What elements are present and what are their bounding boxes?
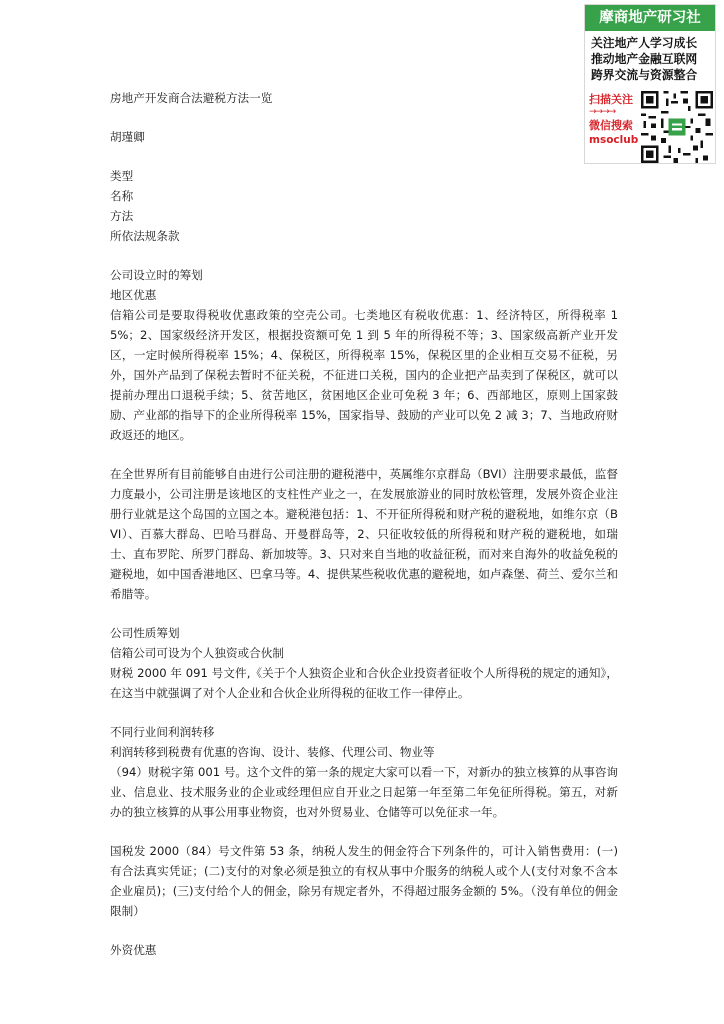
paragraph: 财税 2000 年 091 号文件,《关于个人独资企业和合伙企业投资者征收个人所得税的规定的通知》，在这当中就强调了对个人企业和合伙企业所得税的征收工作一律停止。 xyxy=(110,666,618,700)
paragraph: （94）财税字第 001 号。这个文件的第一条的规定大家可以看一下，对新办的独立核算的从事咨询业、信息业、技术服务业的企业或经理但应自开业之日起第一年至第二年免征所得税。第五，对新办的独立核算的从事公用事业物资，也对外贸易业、仓储等可以免征求一年。 xyxy=(110,765,619,819)
paragraph: 在全世界所有目前能够自由进行公司注册的避税港中，英属维尔京群岛（BVI）注册要求最低，监督力度最小，公司注册是该地区的支柱性产业之一，在发展旅游业的同时放松管理，发展外资企业注册行业就是这个岛国的立国之本。避税港包括：1、不开征所得税和财产税的避税地，如维尔京（BVI）、百慕大群岛、巴哈马群岛、开曼群岛等，2、只征收较低的所得税和财产税的避税地，如瑞士、直布罗陀、所罗门群岛、新加坡等。3、只对来自当地的收益征税，而对来自海外的收益免税的避税地，如中国香港地区、巴拿马等。4、提供某些税收优惠的避税地，如卢森堡、荷兰、爱尔兰和希腊等。 xyxy=(110,467,618,601)
section-heading: 不同行业间利润转移 xyxy=(110,725,215,739)
account-id: msoclub xyxy=(589,134,639,146)
promo-slogan: 推动地产金融互联网 xyxy=(591,52,698,66)
section-subheading: 信箱公司可设为个人独资或合伙制 xyxy=(110,646,284,660)
section-subheading: 地区优惠 xyxy=(110,288,157,302)
arrow-icon: →→→→ xyxy=(589,107,616,117)
promo-slogan: 关注地产人学习成长 xyxy=(591,36,698,50)
scan-label: 扫描关注 xyxy=(589,93,633,106)
header-regulation: 所依法规条款 xyxy=(110,229,180,243)
qr-code-icon[interactable] xyxy=(641,91,713,163)
section-subheading: 利润转移到税费有优惠的咨询、设计、装修、代理公司、物业等 xyxy=(110,745,435,759)
header-type: 类型 xyxy=(110,169,134,183)
wechat-search-label: 微信搜索 xyxy=(589,119,633,132)
paragraph: 国税发 2000（84）号文件第 53 条，纳税人发生的佣金符合下列条件的，可计入销售费用：(一)有合法真实凭证；(二)支付的对象必须是独立的有权从事中介服务的纳税人或个人(支付对象不含本企业雇员)；(三)支付给个人的佣金，除另有规定者外，不得超过服务金额的 5%。（没有单位的佣金限制） xyxy=(110,844,618,918)
section-heading: 公司性质筹划 xyxy=(110,626,180,640)
header-method: 方法 xyxy=(110,209,134,223)
section-heading: 公司设立时的筹划 xyxy=(110,268,203,282)
document xyxy=(110,82,618,960)
document-title: 房地产开发商合法避税方法一览 xyxy=(110,91,273,105)
header-name: 名称 xyxy=(110,189,134,203)
promo-slogans xyxy=(591,35,713,83)
paragraph: 信箱公司是要取得税收优惠政策的空壳公司。七类地区有税收优惠：1、经济特区，所得税率 15%；2、国家级经济开发区，根据投资额可免 1 到 5 年的所得税不等；3、国家级高新产业开发区，一定时候所得税率 15%；4、保税区，所得税率 15%，保税区里的企业相互交易不征税，另外，国外产品到了保税去暂时不征关税，不征进口关税，国内的企业把产品卖到了保税区，就可以提前办理出口退税手续；5、贫苦地区，贫困地区企业可免税 3 年；6、西部地区，原则上国家鼓励、产业部的指导下的企业所得税率 15%，国家指导、鼓励的产业可以免 2 减 3；7、当地政府财政返还的地区。 xyxy=(110,308,618,442)
section-heading: 外资优惠 xyxy=(110,943,157,957)
promo-title: 摩商地产研习社 xyxy=(585,5,715,31)
author: 胡瑾卿 xyxy=(110,130,145,144)
promo-slogan: 跨界交流与资源整合 xyxy=(591,68,698,82)
